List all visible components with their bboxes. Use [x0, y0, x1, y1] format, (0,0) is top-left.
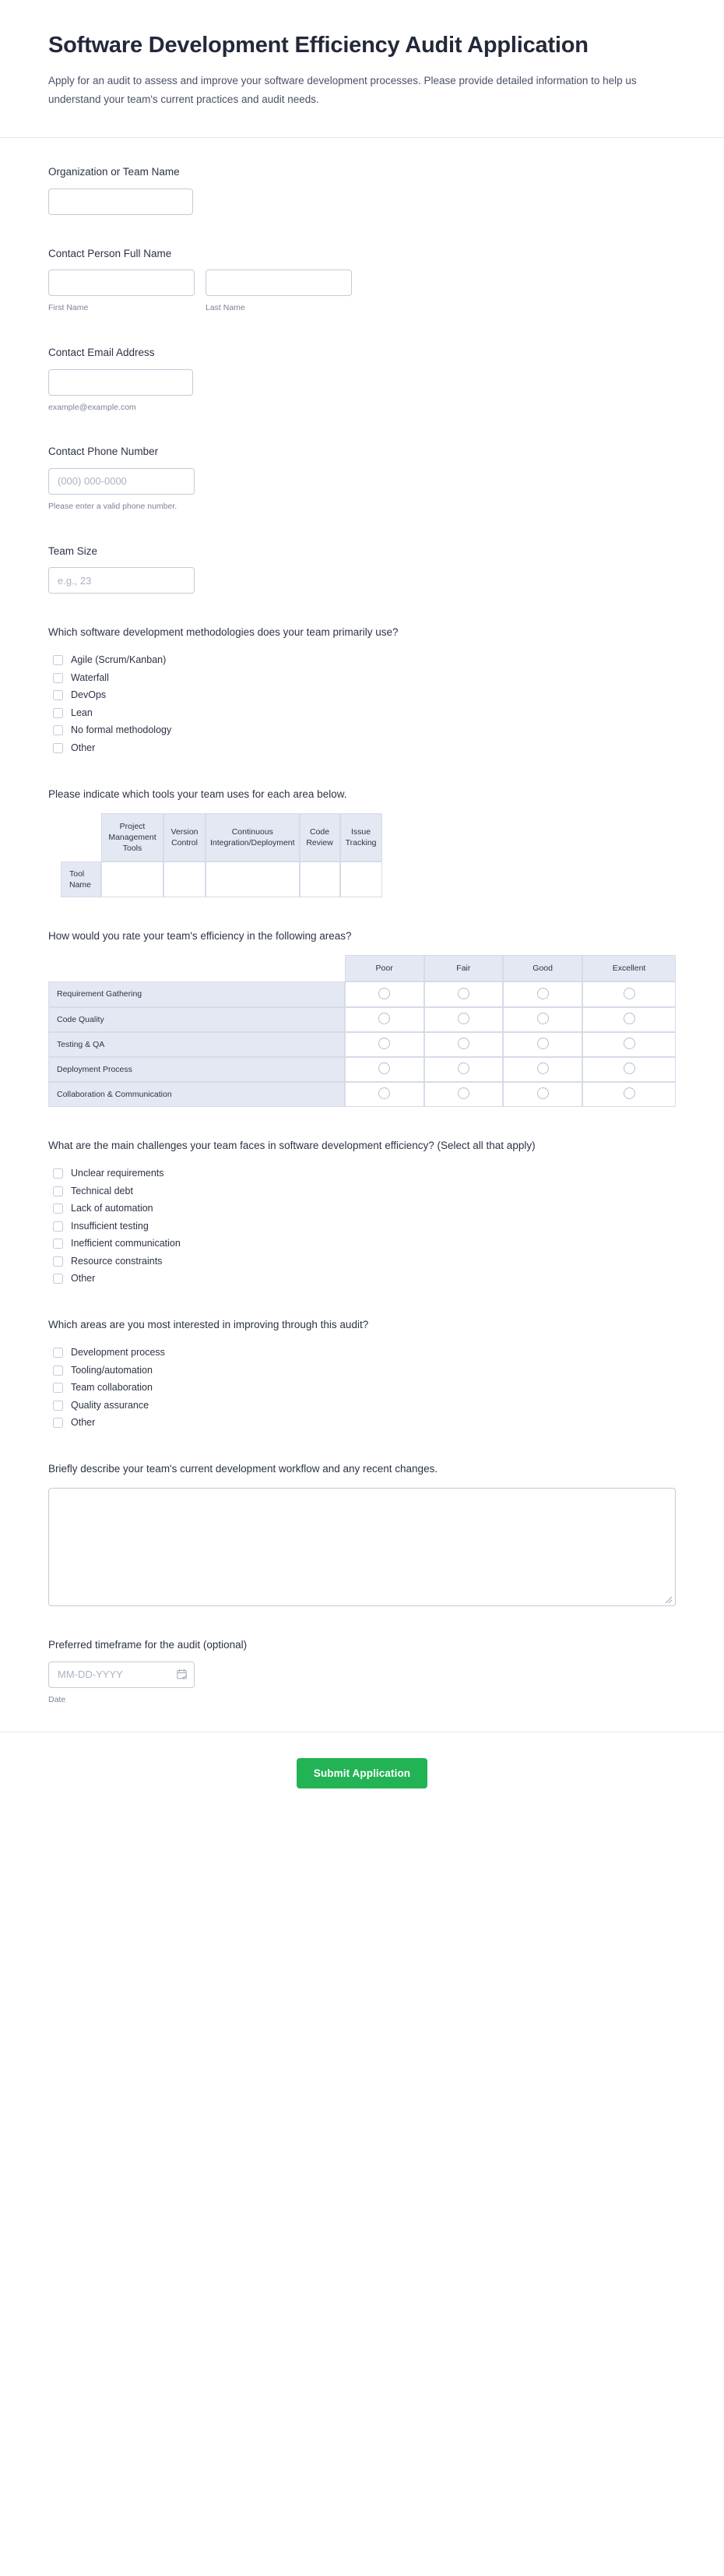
methodologies-checkbox-group [48, 651, 676, 756]
radio-icon[interactable] [624, 1013, 635, 1024]
column-header: Continuous Integration/Deployment [206, 813, 300, 862]
checkbox-option[interactable] [48, 723, 676, 738]
table-row [48, 1032, 676, 1057]
checkbox-label: Other [71, 742, 96, 753]
corner-cell [61, 813, 101, 862]
field-contact-name [48, 246, 676, 314]
table-row [48, 1057, 676, 1082]
first-name-input[interactable] [48, 270, 195, 296]
checkbox-label: Lean [71, 707, 93, 718]
checkbox-label: Unclear requirements [71, 1168, 164, 1179]
tools-cell-project-management[interactable] [101, 862, 163, 897]
tools-cell-version-control[interactable] [163, 862, 206, 897]
row-header: Deployment Process [48, 1057, 345, 1082]
team-size-input[interactable] [48, 567, 195, 594]
timeframe-input-wrap [48, 1662, 195, 1688]
rating-cell[interactable] [345, 1057, 424, 1082]
email-label: Contact Email Address [48, 347, 155, 359]
checkbox-option[interactable] [48, 1345, 676, 1360]
checkbox-label: Development process [71, 1347, 165, 1358]
checkbox-option[interactable] [48, 706, 676, 721]
checkbox-icon[interactable] [53, 1366, 63, 1376]
last-name-col [206, 270, 352, 314]
organization-label: Organization or Team Name [48, 166, 180, 178]
field-phone [48, 444, 676, 512]
radio-icon[interactable] [458, 1087, 469, 1099]
page-subtitle: Apply for an audit to assess and improve your software development processes. Please provide detailed information to help us understand your team's current practices and audit needs. [48, 74, 637, 105]
checkbox-icon[interactable] [53, 743, 63, 753]
rating-cell[interactable] [345, 1032, 424, 1057]
radio-icon[interactable] [537, 1062, 549, 1074]
rating-cell[interactable] [424, 1007, 504, 1032]
checkbox-icon[interactable] [53, 1203, 63, 1214]
field-organization [48, 164, 676, 215]
radio-icon[interactable] [378, 1038, 390, 1049]
checkbox-option[interactable] [48, 671, 676, 685]
improvement-areas-label: Which areas are you most interested in improving through this audit? [48, 1319, 369, 1331]
field-methodologies [48, 625, 676, 755]
checkbox-label: Resource constraints [71, 1255, 163, 1267]
rating-cell[interactable] [503, 1032, 582, 1057]
workflow-textarea-wrap [48, 1488, 676, 1606]
page-title: Software Development Efficiency Audit Application [48, 33, 589, 58]
form-footer [0, 1732, 724, 1820]
phone-label: Contact Phone Number [48, 446, 159, 458]
radio-icon[interactable] [458, 1062, 469, 1074]
row-header: Testing & QA [48, 1032, 345, 1057]
checkbox-icon[interactable] [53, 1239, 63, 1249]
radio-icon[interactable] [537, 1038, 549, 1049]
rating-cell[interactable] [503, 1082, 582, 1107]
tools-matrix-table [61, 813, 382, 898]
column-header-good: Good [503, 955, 582, 981]
checkbox-icon[interactable] [53, 1256, 63, 1267]
column-header-fair: Fair [424, 955, 504, 981]
rating-cell[interactable] [582, 1032, 676, 1057]
checkbox-option[interactable] [48, 1271, 676, 1286]
table-row [61, 862, 382, 897]
radio-icon[interactable] [624, 988, 635, 999]
checkbox-label: No formal methodology [71, 724, 172, 736]
email-hint: example@example.com [48, 402, 136, 412]
checkbox-option[interactable] [48, 1184, 676, 1199]
rating-cell[interactable] [582, 1057, 676, 1082]
checkbox-icon[interactable] [53, 1348, 63, 1358]
tools-cell-ci-cd[interactable] [206, 862, 300, 897]
field-workflow [48, 1461, 676, 1606]
radio-icon[interactable] [458, 1013, 469, 1024]
team-size-label: Team Size [48, 544, 98, 557]
radio-icon[interactable] [537, 1087, 549, 1099]
first-name-sublabel: First Name [48, 303, 89, 313]
tools-cell-issue-tracking[interactable] [340, 862, 382, 897]
rating-cell[interactable] [424, 1032, 504, 1057]
column-header: Version Control [163, 813, 206, 862]
checkbox-label: Waterfall [71, 671, 109, 683]
checkbox-icon[interactable] [53, 673, 63, 683]
radio-icon[interactable] [378, 1013, 390, 1024]
checkbox-option[interactable] [48, 1380, 676, 1395]
checkbox-option[interactable] [48, 1363, 676, 1378]
radio-icon[interactable] [537, 1013, 549, 1024]
checkbox-option[interactable] [48, 688, 676, 703]
radio-icon[interactable] [458, 988, 469, 999]
checkbox-label: Technical debt [71, 1185, 133, 1196]
checkbox-label: Tooling/automation [71, 1364, 153, 1376]
methodologies-label: Which software development methodologies does your team primarily use? [48, 626, 399, 639]
rating-cell[interactable] [503, 1007, 582, 1032]
table-row [48, 981, 676, 1006]
column-header-excellent: Excellent [582, 955, 676, 981]
field-team-size [48, 544, 676, 594]
checkbox-icon[interactable] [53, 1383, 63, 1393]
field-rating-matrix [48, 929, 676, 1107]
table-header-row [61, 813, 382, 862]
rating-cell[interactable] [582, 981, 676, 1006]
rating-cell[interactable] [503, 1057, 582, 1082]
radio-icon[interactable] [378, 1087, 390, 1099]
table-row [48, 1007, 676, 1032]
radio-icon[interactable] [624, 1062, 635, 1074]
improvement-areas-checkbox-group [48, 1344, 676, 1430]
checkbox-icon[interactable] [53, 1274, 63, 1284]
rating-cell[interactable] [503, 981, 582, 1006]
column-header: Issue Tracking [340, 813, 382, 862]
timeframe-label: Preferred timeframe for the audit (optional) [48, 1639, 248, 1651]
rating-cell[interactable] [345, 981, 424, 1006]
workflow-label: Briefly describe your team's current development workflow and any recent changes. [48, 1463, 438, 1475]
checkbox-option[interactable] [48, 1236, 676, 1251]
checkbox-label: Team collaboration [71, 1382, 153, 1394]
form-body [0, 138, 724, 1705]
rating-cell[interactable] [424, 1057, 504, 1082]
phone-input[interactable] [48, 468, 195, 495]
last-name-sublabel: Last Name [206, 303, 245, 313]
form-header [0, 0, 724, 138]
checkbox-icon[interactable] [53, 1168, 63, 1179]
field-timeframe [48, 1637, 676, 1705]
rating-cell[interactable] [582, 1082, 676, 1107]
row-header: Requirement Gathering [48, 981, 345, 1006]
checkbox-label: Inefficient communication [71, 1238, 181, 1249]
checkbox-label: Other [71, 1417, 96, 1429]
rating-matrix-table [48, 955, 676, 1107]
checkbox-icon[interactable] [53, 690, 63, 700]
table-row [48, 1082, 676, 1107]
checkbox-label: Insufficient testing [71, 1220, 149, 1232]
radio-icon[interactable] [378, 1062, 390, 1074]
checkbox-icon[interactable] [53, 1401, 63, 1411]
rating-cell[interactable] [582, 1007, 676, 1032]
email-input[interactable] [48, 369, 193, 396]
checkbox-label: Quality assurance [71, 1399, 149, 1411]
checkbox-icon[interactable] [53, 655, 63, 665]
checkbox-option[interactable] [48, 1166, 676, 1181]
radio-icon[interactable] [458, 1038, 469, 1049]
timeframe-date-input[interactable] [48, 1662, 195, 1688]
row-header: Collaboration & Communication [48, 1082, 345, 1107]
challenges-label: What are the main challenges your team faces in software development efficiency? (Select all that apply) [48, 1140, 536, 1152]
checkbox-option[interactable] [48, 1219, 676, 1234]
rating-cell[interactable] [424, 1082, 504, 1107]
rating-cell[interactable] [424, 981, 504, 1006]
radio-icon[interactable] [624, 1087, 635, 1099]
timeframe-hint: Date [48, 1694, 66, 1704]
challenges-checkbox-group [48, 1165, 676, 1286]
checkbox-option[interactable] [48, 653, 676, 668]
checkbox-label: Other [71, 1273, 96, 1284]
table-header-row [48, 955, 676, 981]
checkbox-icon[interactable] [53, 1418, 63, 1428]
phone-hint: Please enter a valid phone number. [48, 501, 177, 511]
corner-cell [48, 955, 345, 981]
radio-icon[interactable] [624, 1038, 635, 1049]
checkbox-icon[interactable] [53, 1186, 63, 1196]
last-name-input[interactable] [206, 270, 352, 296]
organization-input[interactable] [48, 189, 193, 215]
row-header: Code Quality [48, 1007, 345, 1032]
field-email [48, 345, 676, 413]
checkbox-option[interactable] [48, 741, 676, 756]
rating-matrix-label: How would you rate your team's efficiency in the following areas? [48, 930, 352, 943]
checkbox-icon[interactable] [53, 1221, 63, 1232]
checkbox-label: DevOps [71, 689, 107, 701]
workflow-textarea[interactable] [48, 1488, 676, 1606]
column-header: Project Management Tools [101, 813, 163, 862]
checkbox-option[interactable] [48, 1254, 676, 1269]
tools-cell-code-review[interactable] [300, 862, 340, 897]
field-improvement-areas [48, 1317, 676, 1430]
checkbox-icon[interactable] [53, 725, 63, 735]
checkbox-option[interactable] [48, 1398, 676, 1413]
checkbox-option[interactable] [48, 1201, 676, 1216]
column-header: Code Review [300, 813, 340, 862]
row-header: Tool Name [61, 862, 101, 897]
submit-application-button[interactable]: Submit Application [297, 1758, 427, 1788]
tools-matrix-wrap [48, 813, 676, 898]
tools-matrix-label: Please indicate which tools your team uses for each area below. [48, 788, 347, 800]
radio-icon[interactable] [537, 988, 549, 999]
contact-name-label: Contact Person Full Name [48, 247, 172, 259]
rating-cell[interactable] [345, 1082, 424, 1107]
name-row [48, 270, 676, 314]
radio-icon[interactable] [378, 988, 390, 999]
first-name-col [48, 270, 195, 314]
checkbox-icon[interactable] [53, 708, 63, 718]
rating-cell[interactable] [345, 1007, 424, 1032]
checkbox-option[interactable] [48, 1415, 676, 1430]
rating-matrix-wrap [48, 955, 676, 1107]
field-tools-matrix [48, 787, 676, 898]
checkbox-label: Agile (Scrum/Kanban) [71, 654, 167, 666]
field-challenges [48, 1138, 676, 1286]
checkbox-label: Lack of automation [71, 1203, 153, 1214]
column-header-poor: Poor [345, 955, 424, 981]
